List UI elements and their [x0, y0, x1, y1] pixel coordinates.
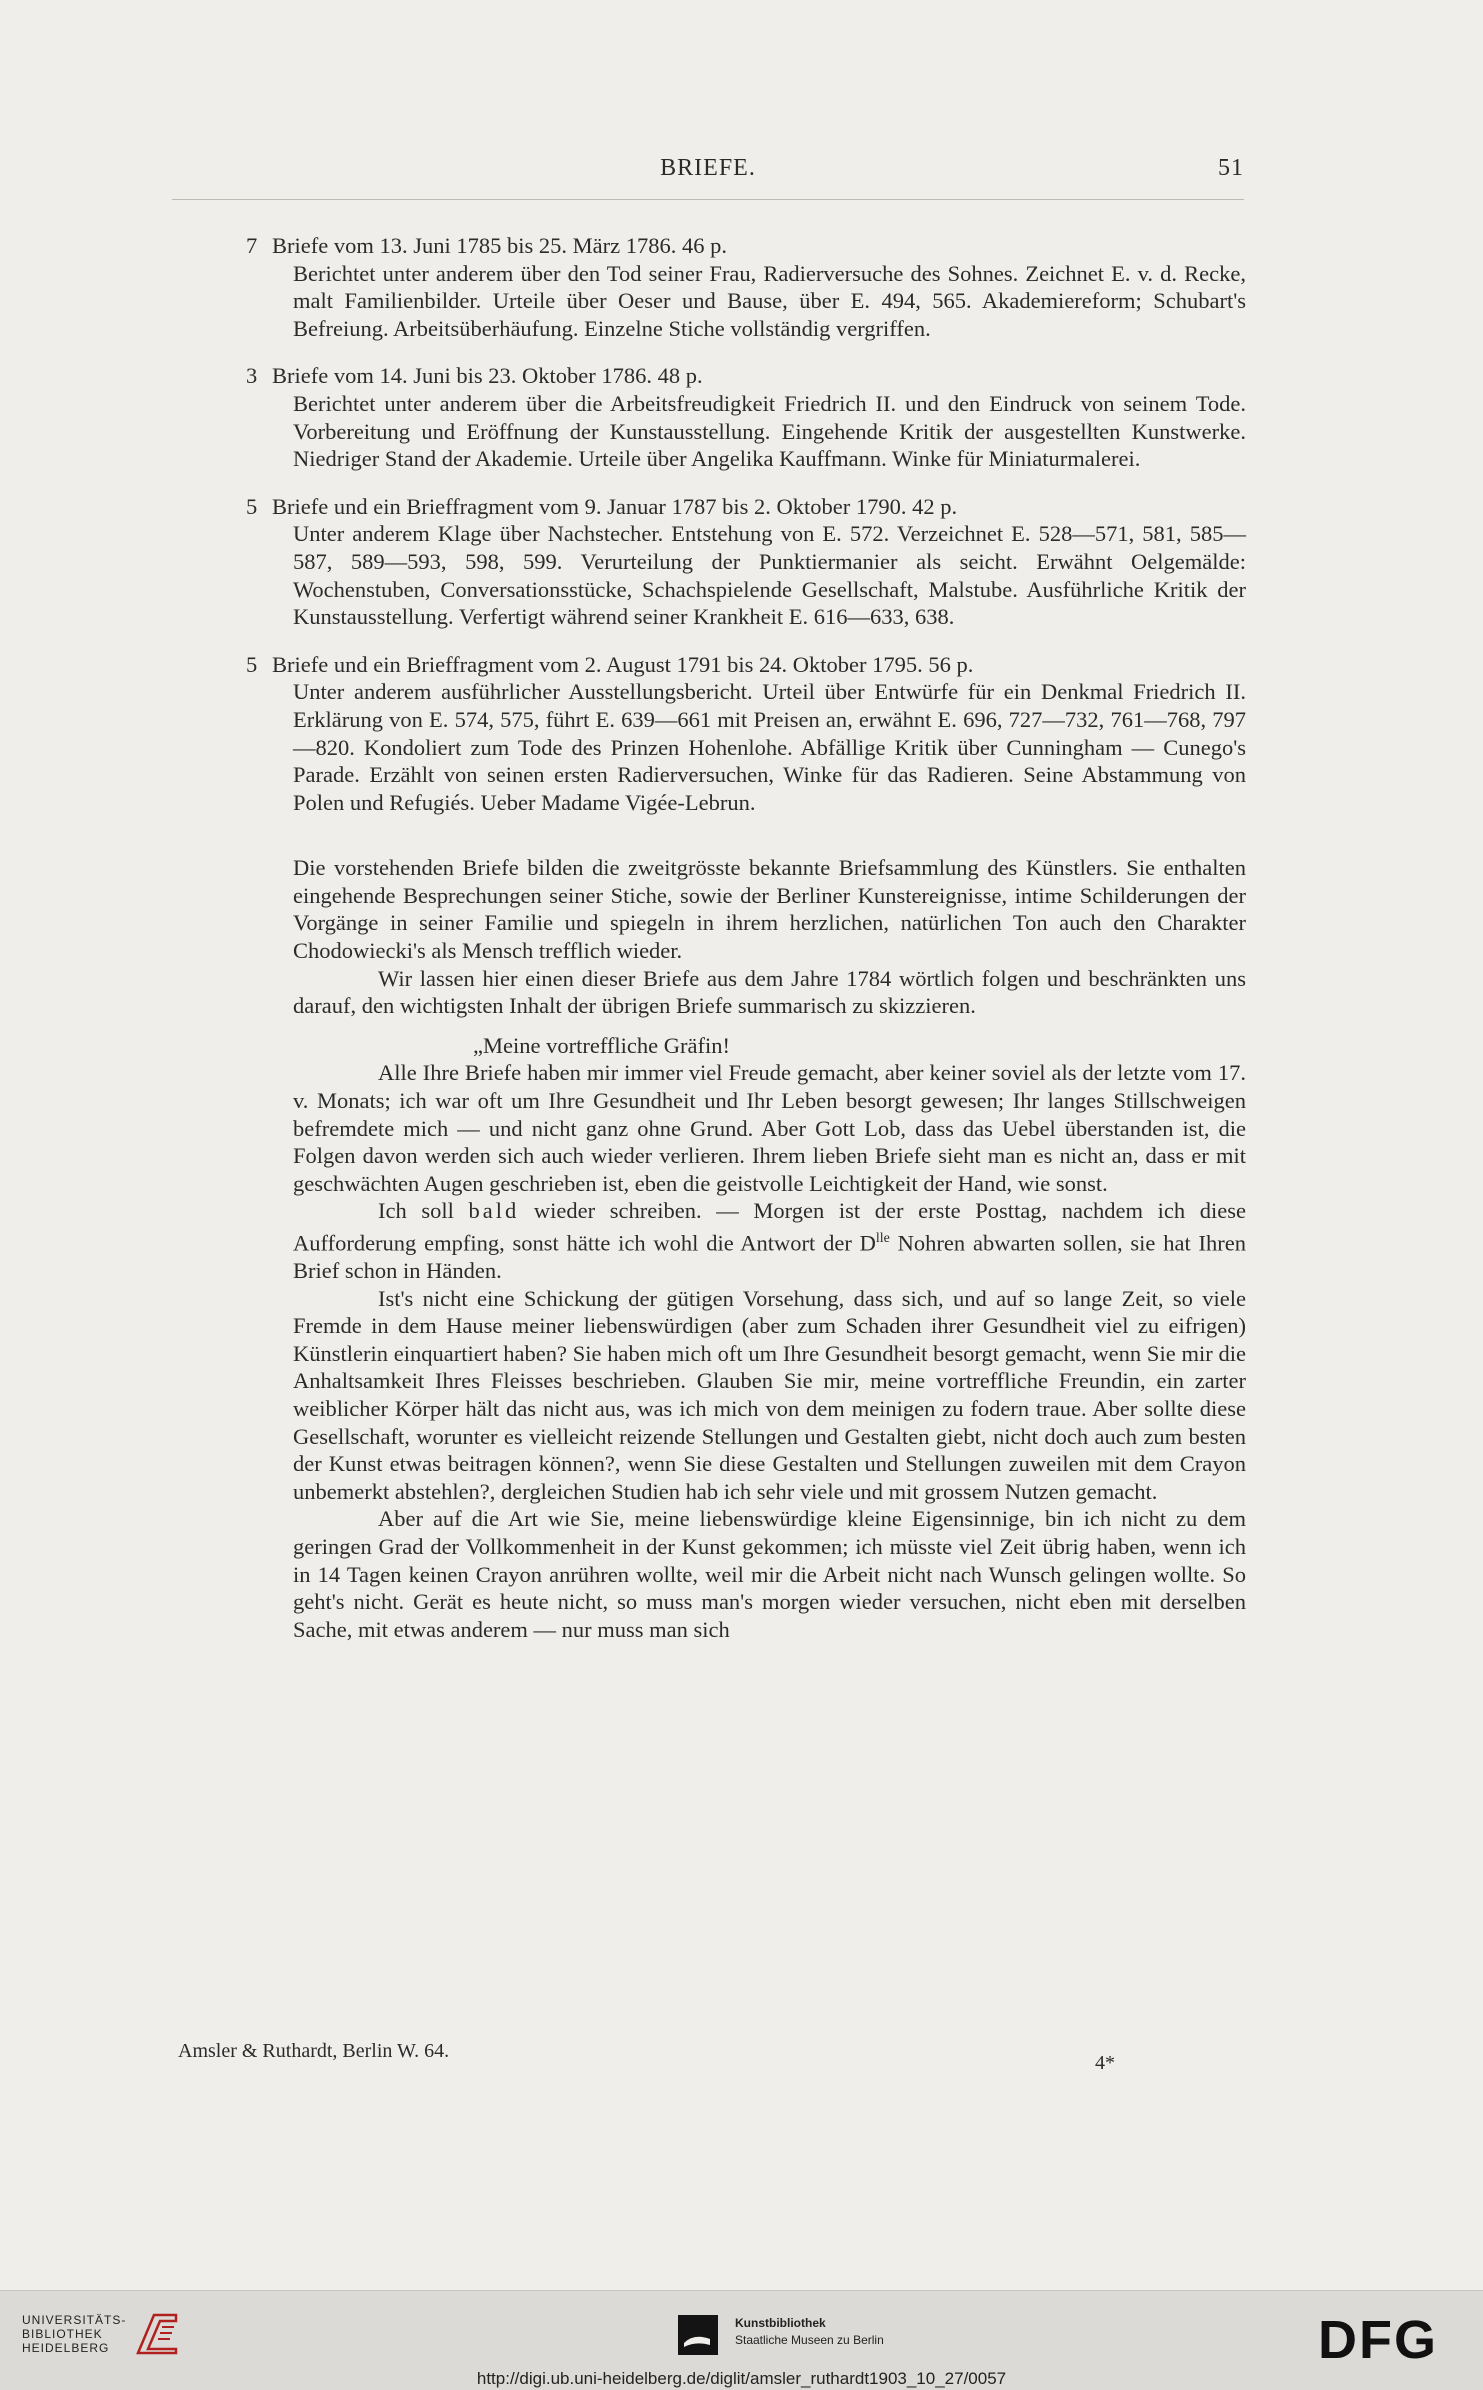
- university-logo-icon: [132, 2309, 182, 2359]
- paragraph: [293, 1197, 1246, 1284]
- kunstbibliothek-logo-icon: [676, 2313, 726, 2361]
- entry-count: 5: [246, 493, 258, 519]
- entry-summary: Berichtet unter anderem über die Arbeitsfreudigkeit Friedrich II. und den Eindruck von seinem Tode. Vorbereitung und Eröffnung der Kunstausstellung. Eingehende Kritik der ausgestellten Kunstwerke. Niedriger Stand der Akademie. Urteile über Angelika Kauffmann. Winke für Miniaturmalerei.: [293, 390, 1246, 472]
- entry-heading: Briefe vom 14. Juni bis 23. Oktober 1786. 48 p.: [272, 363, 703, 389]
- kunstbibliothek-label: [735, 2315, 884, 2349]
- permalink-url[interactable]: http://digi.ub.uni-heidelberg.de/diglit/amsler_ruthardt1903_10_27/0057: [476, 2369, 1007, 2388]
- uni-line: BIBLIOTHEK: [22, 2327, 103, 2341]
- page-body: [248, 232, 1246, 1643]
- running-title: BRIEFE.: [660, 155, 756, 181]
- page-header: [172, 155, 1244, 195]
- text-run: wieder schreiben. — Morgen ist der erste Posttag, nachdem ich diese Aufforderung empfing, sonst hätte ich wohl die Antwort der D: [293, 1198, 1246, 1256]
- entry-heading: Briefe und ein Brieffragment vom 2. August 1791 bis 24. Oktober 1795. 56 p.: [272, 651, 974, 677]
- viewer-footer-bar: [0, 2290, 1483, 2390]
- page-number: 51: [1218, 155, 1244, 181]
- spaced-word: bald: [468, 1198, 520, 1224]
- paragraph: Aber auf die Art wie Sie, meine liebenswürdige kleine Eigensinnige, bin ich nicht zu dem geringen Grad der Vollkommenheit in der Kunst gekommen; ich müsste viel Zeit übrig haben, wenn ich in 14 Tagen keinen Crayon anrühren wollte, weil mir die Arbeit nicht nach Wunsch gelingen wollte. So geht's nicht. Gerät es heute nicht, so muss man's morgen wieder versuchen, nicht eben mit derselben Sache, mit etwas anderem — nur muss man sich: [293, 1506, 1246, 1642]
- kb-subtitle: Staatliche Museen zu Berlin: [735, 2333, 884, 2347]
- letter-entry: [248, 362, 1246, 472]
- kb-name: Kunstbibliothek: [735, 2316, 826, 2330]
- entry-summary: Unter anderem Klage über Nachstecher. Entstehung von E. 572. Verzeichnet E. 528—571, 581, 585—587, 589—593, 598, 599. Verurteilung der Punktiermanier als seicht. Erwähnt Oelgemälde: Wochenstuben, Conversationsstücke, Schachspielende Gesellschaft, Malstube. Ausführliche Kritik der Kunstausstellung. Verfertigt während seiner Krankheit E. 616—633, 638.: [293, 521, 1246, 630]
- entry-count: 3: [246, 363, 258, 389]
- uni-line: HEIDELBERG: [22, 2341, 110, 2355]
- entry-summary: Unter anderem ausführlicher Ausstellungsbericht. Urteil über Entwürfe für ein Denkmal Friedrich II. Erklärung von E. 574, 575, führt E. 639—661 mit Preisen an, erwähnt E. 696, 727—732, 761—768, 797—820. Kondoliert zum Tode des Prinzen Hohenlohe. Abfällige Kritik über Cunningham — Cunego's Parade. Erzählt von seinen ersten Radierversuchen, Winke für das Radieren. Seine Abstammung von Polen und Refugiés. Ueber Madame Vigée-Lebrun.: [293, 679, 1246, 815]
- header-rule: [172, 199, 1244, 200]
- text-run: Ich soll: [378, 1198, 469, 1224]
- uni-line: UNIVERSITÄTS-: [22, 2313, 127, 2327]
- paragraph: Wir lassen hier einen dieser Briefe aus dem Jahre 1784 wörtlich folgen und beschränkten uns darauf, den wichtigsten Inhalt der übrigen Briefe summarisch zu skizzieren.: [293, 965, 1246, 1019]
- entry-count: 7: [246, 233, 258, 258]
- entry-heading: Briefe und ein Brieffragment vom 9. Januar 1787 bis 2. Oktober 1790. 42 p.: [272, 493, 958, 519]
- signature-mark: 4*: [1095, 2052, 1115, 2074]
- university-library-label: [22, 2313, 126, 2355]
- dfg-logo: DFG: [1318, 2310, 1438, 2370]
- paragraph: Ist's nicht eine Schickung der gütigen Vorsehung, dass sich, und auf so lange Zeit, so viele Fremde in dem Hause meiner liebenswürdigen (aber zum Schaden ihrer Gesundheit viel zu eifrigen) Künstlerin einquartiert haben? Sie haben mich oft um Ihre Gesundheit besorgt gemacht, wenn Sie mir die Anhaltsamkeit Ihres Fleisses beschrieben. Glauben Sie mir, meine vortreffliche Freundin, ein zarter weiblicher Körper hält das nicht aus, was ich mich von dem meinigen zu fodern traue. Aber sollte diese Gesellschaft, worunter es vielleicht reizende Stellungen und Gestalten giebt, nicht doch auch zum besten der Kunst etwas beitragen können?, wenn Sie diese Gestalten und Stellungen zuweilen mit dem Crayon unbemerkt abstehlen?, dergleichen Studien hab ich sehr viele und mit grossem Nutzen gemacht.: [293, 1285, 1246, 1504]
- text-run: Nohren abwarten sollen, sie hat Ihren Brief schon in Händen.: [293, 1230, 1246, 1284]
- entry-summary: Berichtet unter anderem über den Tod seiner Frau, Radierversuche des Sohnes. Zeichnet E. v. d. Recke, malt Familienbilder. Urteile über Oeser und Bause, über E. 494, 565. Akademiereform; Schubart's Befreiung. Arbeitsüberhäufung. Einzelne Stiche vollständig vergriffen.: [293, 260, 1246, 341]
- paragraph: Die vorstehenden Briefe bilden die zweitgrösste bekannte Briefsammlung des Künstlers. Sie enthalten eingehende Besprechungen seiner Stiche, sowie der Berliner Kunstereignisse, intime Schilderungen der Vorgänge in seiner Familie und spiegeln in ihrem herzlichen, natürlichen Ton auch den Charakter Chodowiecki's als Mensch trefflich wieder.: [293, 855, 1246, 964]
- commentary-section: [293, 854, 1246, 1643]
- letter-entry: [248, 651, 1246, 817]
- letter-entry: [248, 493, 1246, 631]
- entry-count: 5: [246, 651, 258, 677]
- superscript: lle: [875, 1231, 890, 1246]
- publisher-imprint: Amsler & Ruthardt, Berlin W. 64.: [178, 2040, 450, 2062]
- letter-salutation: „Meine vortreffliche Gräfin!: [473, 1032, 730, 1058]
- entry-heading: Briefe vom 13. Juni 1785 bis 25. März 1786. 46 p.: [272, 233, 727, 258]
- paragraph: Alle Ihre Briefe haben mir immer viel Freude gemacht, aber keiner soviel als der letzte vom 17. v. Monats; ich war oft um Ihre Gesundheit und Ihr Leben besorgt gewesen; Ihr langes Stillschweigen befremdete mich — und nicht ganz ohne Grund. Aber Gott Lob, dass das Uebel überstanden ist, die Folgen davon werden sich auch wieder verlieren. Ihrem lieben Briefe sieht man es nicht an, dass er mit geschwächten Augen geschrieben ist, eben die geistvolle Leichtigkeit der Hand, wie sonst.: [293, 1060, 1246, 1196]
- letter-entry: [248, 232, 1246, 342]
